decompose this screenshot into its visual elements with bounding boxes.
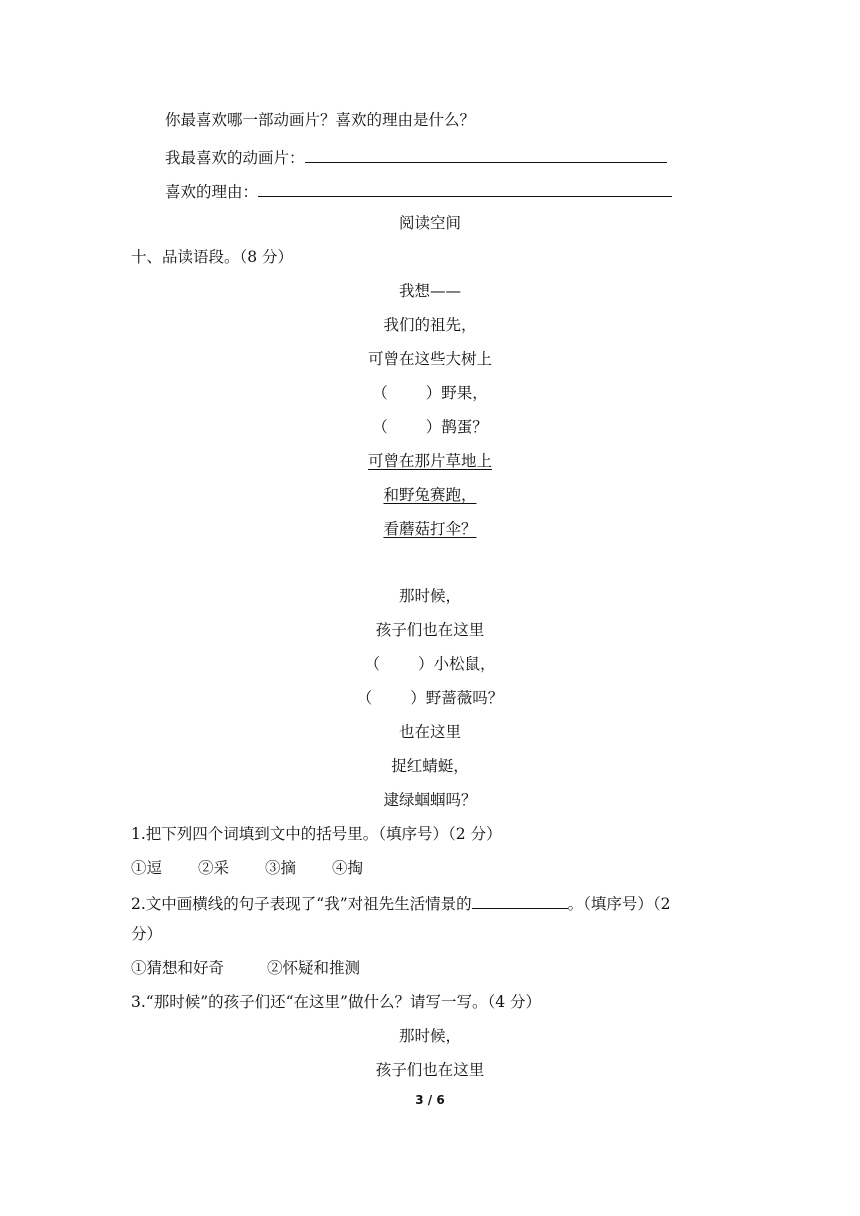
poem-line: 可曾在这些大树上 [367, 350, 492, 368]
blank-paren-open: （ [364, 655, 380, 673]
favorite-cartoon-line [165, 146, 667, 166]
poem-line: 我想—— [398, 282, 461, 300]
option: ②采 [198, 859, 230, 877]
reason-label: 喜欢的理由： [165, 183, 259, 201]
poem-underlined-line: 可曾在那片草地上 [367, 452, 492, 470]
question-2-options [131, 958, 360, 978]
poem-line: 那时候， [398, 587, 461, 605]
reason-line [165, 180, 672, 200]
favorite-label: 我最喜欢的动画片： [165, 149, 305, 167]
option: ③摘 [265, 859, 297, 877]
poem-line-tail: ）鹊蛋？ [425, 418, 488, 436]
question-3: 3.“那时候”的孩子们还“在这里”做什么？请写一写。（4 分） [131, 993, 542, 1011]
poem-underlined-line: 和野兔赛跑， [383, 486, 477, 504]
poem-line: 我们的祖先， [383, 316, 477, 334]
option: ②怀疑和推测 [267, 959, 361, 977]
poem-line: 捉红蜻蜓， [391, 757, 469, 775]
poem-line-tail: ）野蔷薇吗？ [410, 689, 504, 707]
task-heading: 十、品读语段。（8 分） [131, 248, 294, 266]
poem-line-tail: ）小松鼠， [418, 655, 496, 673]
poem-line: 也在这里 [398, 723, 461, 741]
favorite-answer-blank[interactable] [305, 146, 667, 163]
poem-blank-line [0, 417, 860, 437]
section-title: 阅读空间 [398, 214, 461, 232]
poem-blank-line [0, 654, 860, 674]
question-1: 1.把下列四个词填到文中的括号里。（填序号）（2 分） [131, 825, 502, 843]
poem-blank-line [0, 688, 860, 708]
reason-answer-blank[interactable] [258, 180, 672, 197]
option: ①猜想和好奇 [131, 959, 225, 977]
blank-paren-open: （ [356, 689, 373, 707]
blank-paren-open: （ [372, 418, 388, 436]
page-number: 3 / 6 [415, 1093, 445, 1107]
question-2-wrap: 分） [131, 925, 163, 943]
question-2-text-tail: 。（填序号）（2 [567, 895, 671, 913]
poem-line: 那时候， [398, 1027, 461, 1045]
poem-line-tail: ）野果， [425, 384, 488, 402]
poem-blank-line [0, 383, 860, 403]
option: ①逗 [131, 859, 163, 877]
option: ④掏 [332, 859, 364, 877]
question-prompt: 你最喜欢哪一部动画片？喜欢的理由是什么？ [165, 111, 476, 129]
poem-line: 逮绿蝈蝈吗？ [383, 791, 477, 809]
question-2 [131, 892, 671, 912]
question-2-answer-blank[interactable] [472, 892, 568, 909]
poem-underlined-line: 看蘑菇打伞？ [383, 520, 477, 538]
question-1-options [131, 858, 363, 878]
poem-line: 孩子们也在这里 [375, 621, 485, 639]
question-2-text: 2.文中画横线的句子表现了“我”对祖先生活情景的 [131, 895, 472, 913]
blank-paren-open: （ [372, 384, 388, 402]
poem-line: 孩子们也在这里 [375, 1061, 485, 1079]
